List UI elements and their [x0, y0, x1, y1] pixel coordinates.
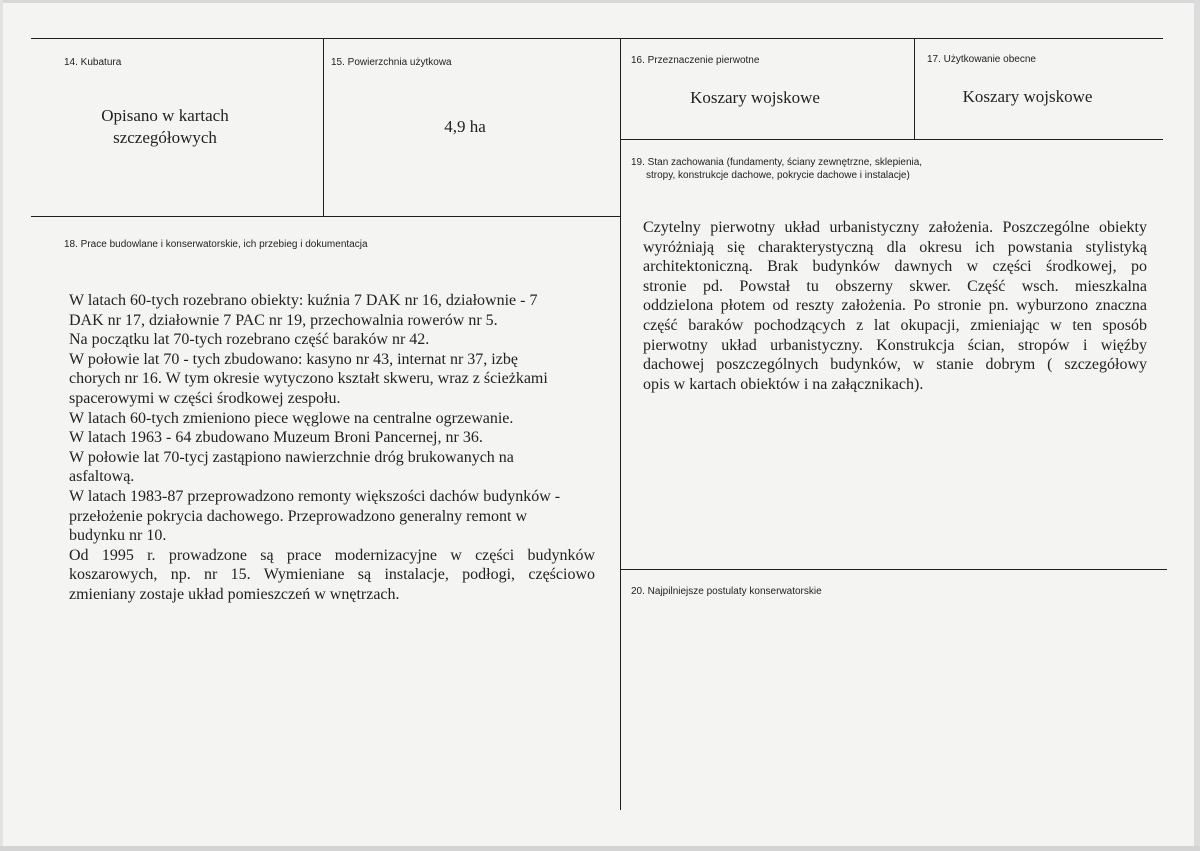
field-19-label [631, 156, 922, 182]
field-18-line: zmieniany zostaje układ pomieszczeń w wnętrzach. [69, 585, 400, 603]
scan-edge-bottom [0, 846, 1200, 851]
field-19-line: oddzielona płotem od reszty założenia. Po stronie pn. wyburzono znaczna [643, 297, 1147, 315]
field-18-line: W latach 60-tych rozebrano obiekty: kuźnia 7 DAK nr 16, działownie - 7 [69, 292, 538, 309]
field-17-label: 17. Użytkowanie obecne [927, 54, 1036, 65]
grid-line-col15 [323, 38, 324, 216]
scan-edge-left [0, 0, 3, 851]
field-19-line: część baraków pochodzących z lat okupacji, zmieniając w ten sposób [643, 316, 1147, 334]
field-19-line: dachowej poszczególnych budynków, w stanie dobrym ( szczegółowy [643, 356, 1147, 374]
field-19-label-line: 19. Stan zachowania (fundamenty, ściany zewnętrzne, sklepienia, [631, 157, 923, 168]
field-18-text [69, 291, 595, 605]
field-19-line: Czytelny pierwotny układ urbanistyczny założenia. Poszczególne obiekty [643, 219, 1147, 236]
field-19-label-line: stropy, konstrukcje dachowe, pokrycie dachowe i instalacje) [646, 170, 910, 181]
field-20-label: 20. Najpilniejsze postulaty konserwatorskie [631, 586, 822, 597]
scan-edge-top [0, 0, 1200, 3]
field-18-line: Od 1995 r. prowadzone są prace modernizacyjne w części budynków [69, 546, 595, 564]
grid-line-col17 [914, 38, 915, 139]
field-16-label: 16. Przeznaczenie pierwotne [631, 55, 760, 66]
field-14-label: 14. Kubatura [64, 57, 122, 68]
field-18-line: W latach 1983-87 przeprowadzono remonty większości dachów budynków - [69, 487, 561, 505]
field-17-value: Koszary wojskowe [962, 87, 1093, 106]
field-18-line: DAK nr 17, działownie 7 PAC nr 19, przechowalnia rowerów nr 5. [69, 311, 498, 329]
field-18-line: koszarowych, np. nr 15. Wymieniane są instalacje, podłogi, częściowo [69, 566, 595, 584]
field-14-value [60, 105, 270, 149]
field-18-line: W połowie lat 70-tycj zastąpiono nawierzchnie dróg brukowanych na [69, 448, 514, 466]
field-18-line: W połowie lat 70 - tych zbudowano: kasyno nr 43, internat nr 37, izbę [69, 350, 518, 368]
field-14-value-line: Opisano w kartach [101, 106, 229, 125]
field-19-line: wyróżniają się charakterystyczną dla okresu ich powstania stylistyką [643, 238, 1147, 256]
field-18-line: asfaltową. [69, 468, 135, 486]
field-18-line: W latach 1963 - 64 zbudowano Muzeum Broni Pancernej, nr 36. [69, 429, 483, 447]
grid-line-center [620, 38, 621, 810]
scan-edge-right [1194, 0, 1200, 851]
field-16-value: Koszary wojskowe [690, 88, 820, 107]
field-14-value-line: szczegółowych [113, 128, 217, 147]
field-19-line: architektoniczną. Brak budynków dawnych w części środkowej, po [643, 258, 1147, 276]
field-19-text [643, 218, 1147, 394]
field-18-line: budynku nr 10. [69, 527, 167, 545]
field-19-line: pierwotny układ urbanistyczny. Konstrukcja ścian, stropów i więźby [643, 336, 1147, 354]
grid-line-row14 [31, 216, 620, 217]
field-19-line: stronie pd. Powstał tu obszerny skwer. Część wsch. mieszkalna [643, 277, 1147, 295]
grid-line-top [31, 38, 1163, 39]
grid-line-row19 [620, 569, 1167, 570]
field-18-line: przełożenie pokrycia dachowego. Przeprowadzono generalny remont w [69, 507, 528, 525]
field-15-label: 15. Powierzchnia użytkowa [331, 57, 452, 68]
field-18-label: 18. Prace budowlane i konserwatorskie, ich przebieg i dokumentacja [64, 239, 368, 250]
field-18-line: chorych nr 16. W tym okresie wytyczono kształt skweru, wraz z ścieżkami [69, 370, 548, 388]
grid-line-row16 [620, 139, 1163, 140]
field-18-line: spacerowymi w części środkowej zespołu. [69, 389, 341, 407]
field-18-line: Na początku lat 70-tych rozebrano część baraków nr 42. [69, 331, 430, 349]
field-19-line: opis w kartach obiektów i na załącznikach). [643, 375, 924, 393]
field-18-line: W latach 60-tych zmieniono piece węglowe na centralne ogrzewanie. [69, 409, 514, 427]
field-15-value: 4,9 ha [444, 117, 486, 136]
